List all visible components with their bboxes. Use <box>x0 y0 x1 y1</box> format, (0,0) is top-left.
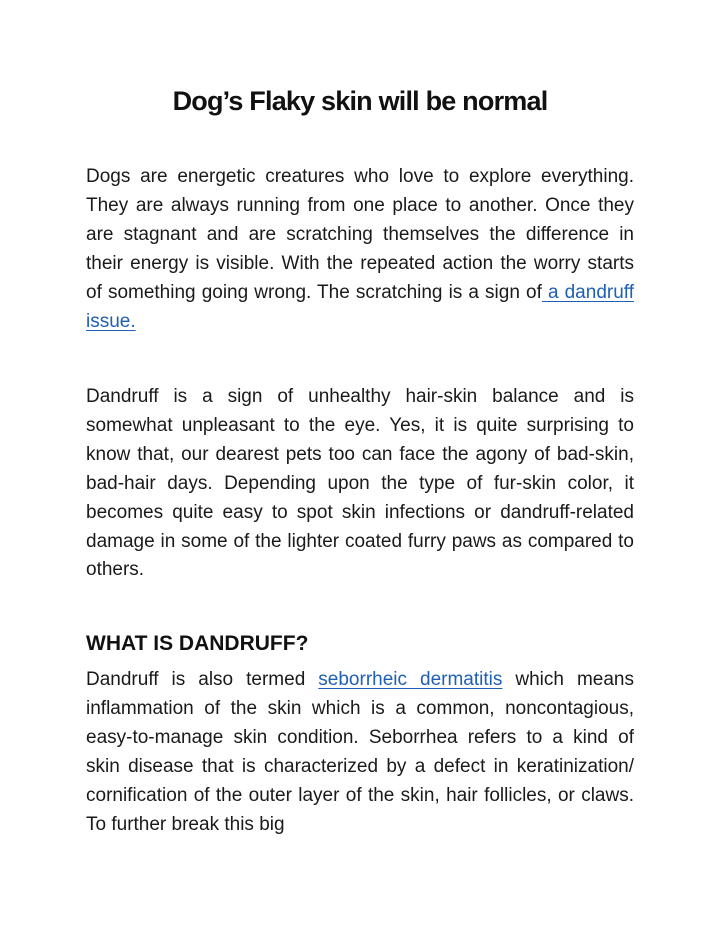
paragraph-definition-text-before: Dandruff is also termed <box>86 669 319 690</box>
paragraph-intro-text: Dogs are energetic creatures who love to explore everything. They are always running from one place to another. Once they are stagnant and are scratching themselves the difference in their energy is visible. With the repeated action the worry starts of something going wrong. The scratching is a sign of <box>86 166 634 303</box>
dandruff-issue-link[interactable]: a dandruff issue. <box>86 281 634 332</box>
section-heading-what-is-dandruff: WHAT IS DANDRUFF? <box>86 632 309 655</box>
paragraph-dandruff-sign: Dandruff is a sign of unhealthy hair-skin balance and is somewhat unpleasant to the eye. Yes, it is quite surprising to know that, our dearest pets too can face the agony of bad-skin, bad-hair days. Depending upon the type of fur-skin color, it becomes quite easy to spot skin infections or dandruff-related damage in some of the lighter coated furry paws as compared to others. <box>86 386 634 581</box>
paragraph-definition <box>86 666 634 839</box>
document-title: Dog’s Flaky skin will be normal <box>172 86 548 116</box>
seborrheic-dermatitis-link[interactable]: seborrheic dermatitis <box>318 669 503 690</box>
paragraph-definition-text-after: which means inflammation of the skin which is a common, noncontagious, easy-to-manage skin condition. Seborrhea refers to a kind of skin disease that is characterized by a defect in keratinization/ cornification of the outer layer of the skin, hair follicles, or claws. To further break this big <box>86 669 635 835</box>
paragraph-intro <box>86 163 634 336</box>
